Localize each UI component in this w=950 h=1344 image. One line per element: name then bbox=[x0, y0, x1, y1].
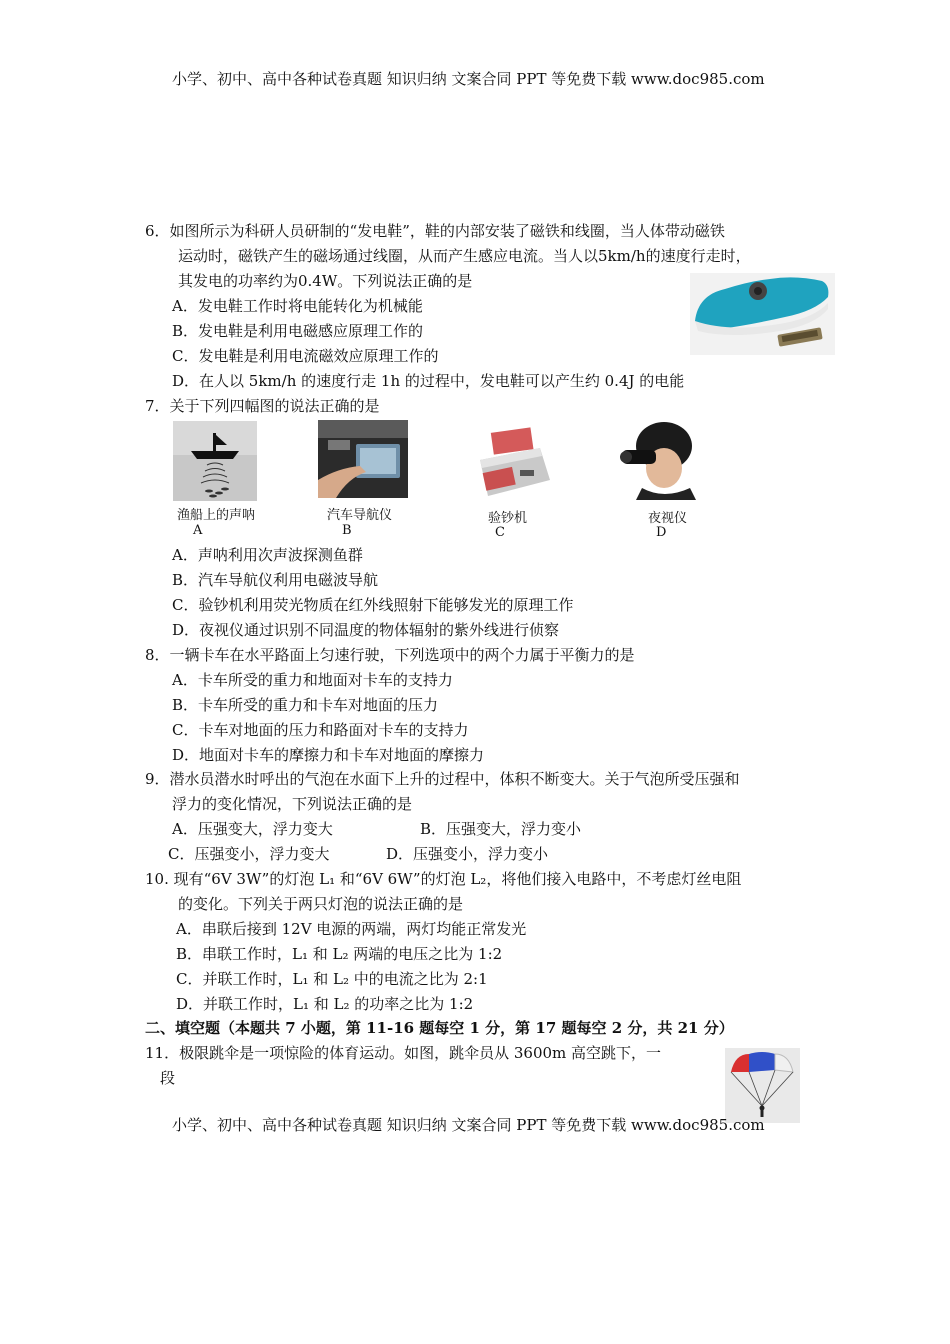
q9-option-a: A．压强变大，浮力变大 bbox=[172, 820, 333, 838]
q6-option-b: B．发电鞋是利用电磁感应原理工作的 bbox=[172, 322, 424, 340]
q9-option-c: C．压强变小，浮力变大 bbox=[168, 845, 330, 863]
q9-stem-line2: 浮力的变化情况，下列说法正确的是 bbox=[172, 795, 413, 813]
fig-d-caption: 夜视仪 bbox=[648, 511, 688, 526]
money-detector-image bbox=[470, 420, 556, 500]
q10-stem-line2: 的变化。下列关于两只灯泡的说法正确的是 bbox=[178, 895, 464, 913]
power-shoe-image bbox=[690, 273, 835, 355]
q7-option-d: D．夜视仪通过识别不同温度的物体辐射的紫外线进行侦察 bbox=[172, 621, 560, 639]
car-navigator-image bbox=[318, 420, 408, 498]
section-fill-blank-title: 二、填空题（本题共 7 小题，第 11-16 题每空 1 分，第 17 题每空 2 分，共 21 分） bbox=[145, 1019, 734, 1037]
q11-stem-line1: 11．极限跳伞是一项惊险的体育运动。如图，跳伞员从 3600m 高空跳下，一 bbox=[145, 1044, 662, 1062]
q6-stem-line2: 运动时，磁铁产生的磁场通过线圈，从而产生感应电流。当人以5km/h的速度行走时， bbox=[178, 247, 751, 265]
q9-option-d: D．压强变小，浮力变小 bbox=[386, 845, 549, 863]
page-header: 小学、初中、高中各种试卷真题 知识归纳 文案合同 PPT 等免费下载 www.doc985.com bbox=[172, 70, 765, 88]
q10-option-c: C．并联工作时，L₁ 和 L₂ 中的电流之比为 2:1 bbox=[176, 970, 488, 988]
q8-option-b: B．卡车所受的重力和卡车对地面的压力 bbox=[172, 696, 439, 714]
fig-b-caption: 汽车导航仪 bbox=[327, 508, 393, 523]
page-footer: 小学、初中、高中各种试卷真题 知识归纳 文案合同 PPT 等免费下载 www.doc985.com bbox=[172, 1116, 765, 1134]
q9-stem-line1: 9．潜水员潜水时呼出的气泡在水面下上升的过程中，体积不断变大。关于气泡所受压强和 bbox=[145, 770, 740, 788]
fig-a-caption: 渔船上的声呐 bbox=[177, 508, 256, 523]
q7-stem: 7．关于下列四幅图的说法正确的是 bbox=[145, 397, 380, 415]
q6-option-d: D．在人以 5km/h 的速度行走 1h 的过程中，发电鞋可以产生约 0.4J 的电能 bbox=[172, 372, 685, 390]
q8-option-a: A．卡车所受的重力和地面对卡车的支持力 bbox=[172, 671, 453, 689]
fig-d-letter: D bbox=[656, 525, 667, 540]
q6-stem-line3: 其发电的功率约为0.4W。下列说法正确的是 bbox=[178, 272, 473, 290]
q7-option-c: C．验钞机利用荧光物质在红外线照射下能够发光的原理工作 bbox=[172, 596, 574, 614]
q11-stem-line2: 段 bbox=[160, 1069, 176, 1087]
q9-option-b: B．压强变大，浮力变小 bbox=[420, 820, 582, 838]
fig-c-caption: 验钞机 bbox=[488, 511, 528, 526]
q6-option-c: C．发电鞋是利用电流磁效应原理工作的 bbox=[172, 347, 439, 365]
q10-option-a: A．串联后接到 12V 电源的两端，两灯均能正常发光 bbox=[176, 920, 527, 938]
q8-option-d: D．地面对卡车的摩擦力和卡车对地面的摩擦力 bbox=[172, 746, 485, 764]
q8-stem: 8．一辆卡车在水平路面上匀速行驶，下列选项中的两个力属于平衡力的是 bbox=[145, 646, 635, 664]
q8-option-c: C．卡车对地面的压力和路面对卡车的支持力 bbox=[172, 721, 469, 739]
fig-b-letter: B bbox=[342, 523, 352, 538]
q7-option-a: A．声呐利用次声波探测鱼群 bbox=[172, 546, 363, 564]
q10-option-d: D．并联工作时，L₁ 和 L₂ 的功率之比为 1:2 bbox=[176, 995, 474, 1013]
fig-a-letter: A bbox=[193, 523, 203, 538]
parachute-image bbox=[725, 1048, 800, 1123]
q10-stem-line1: 10. 现有“6V 3W”的灯泡 L₁ 和“6V 6W”的灯泡 L₂，将他们接入电路中，不考虑灯丝电阻 bbox=[145, 870, 742, 888]
fig-c-letter: C bbox=[495, 525, 505, 540]
q6-stem-line1: 6．如图所示为科研人员研制的“发电鞋”，鞋的内部安装了磁铁和线圈，当人体带动磁铁 bbox=[145, 222, 725, 240]
q10-option-b: B．串联工作时，L₁ 和 L₂ 两端的电压之比为 1:2 bbox=[176, 945, 503, 963]
q6-option-a: A．发电鞋工作时将电能转化为机械能 bbox=[172, 297, 423, 315]
q7-option-b: B．汽车导航仪利用电磁波导航 bbox=[172, 571, 379, 589]
sonar-image bbox=[173, 421, 257, 501]
night-vision-image bbox=[614, 420, 706, 500]
